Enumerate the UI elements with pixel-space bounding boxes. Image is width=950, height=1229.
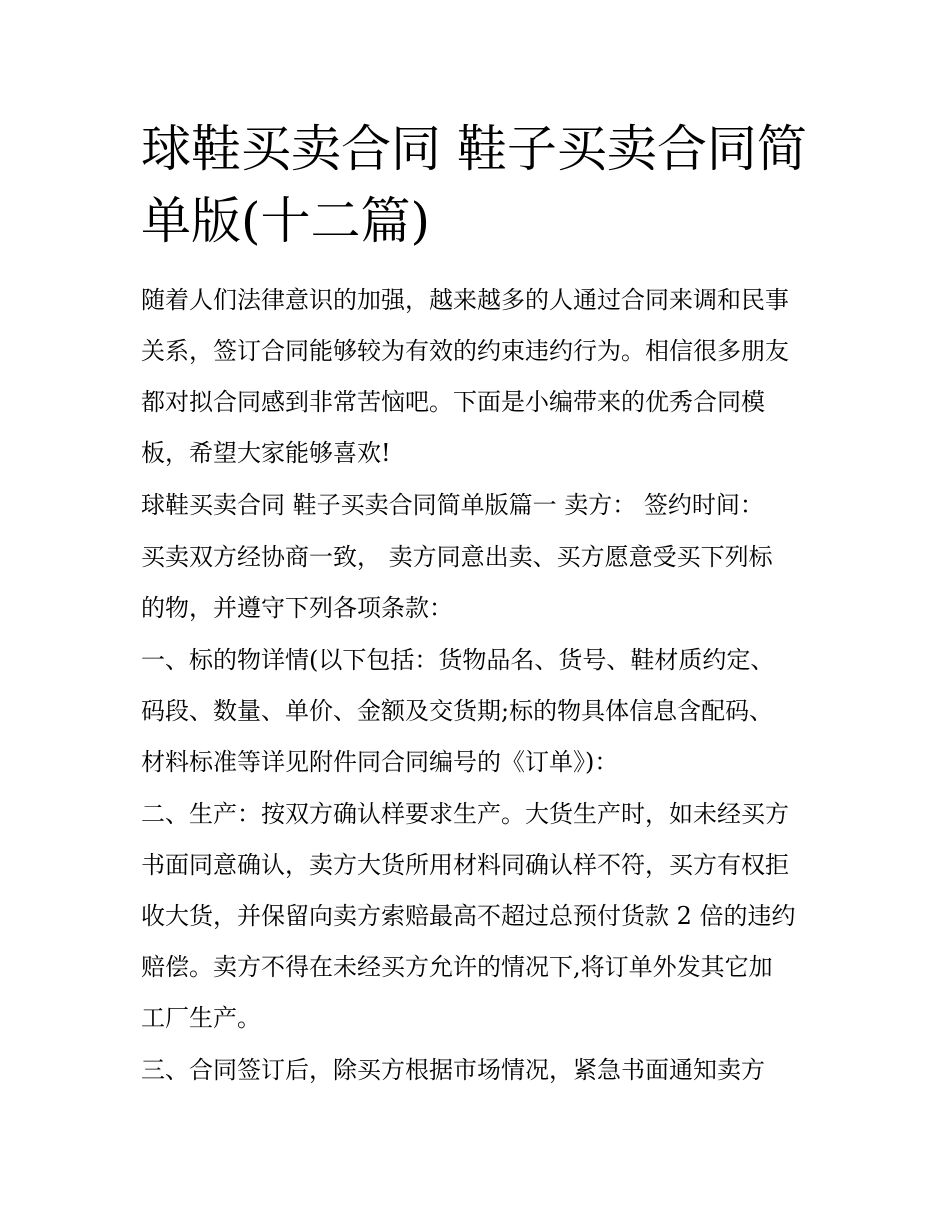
- text-line: 板，希望大家能够喜欢!: [141, 439, 391, 467]
- paragraph-clause-2: [141, 789, 816, 1044]
- paragraph-agreement: [141, 532, 816, 634]
- text-line: 都对拟合同感到非常苦恼吧。下面是小编带来的优秀合同模: [141, 388, 765, 416]
- text-line: 二、生产：按双方确认样要求生产。大货生产时，如未经买方: [141, 800, 789, 828]
- document-title: [141, 113, 831, 257]
- text-line: 收大货，并保留向卖方索赔最高不超过总预付货款 2 倍的违约: [141, 902, 796, 930]
- text-line: 赔偿。卖方不得在未经买方允许的情况下,将订单外发其它加: [141, 953, 773, 981]
- text-line: 随着人们法律意识的加强，越来越多的人通过合同来调和民事: [141, 286, 789, 314]
- text-line: 球鞋买卖合同 鞋子买卖合同简单版篇一 卖方： 签约时间：: [141, 491, 764, 519]
- text-line: 一、标的物详情(以下包括：货物品名、货号、鞋材质约定、: [141, 646, 775, 674]
- paragraph-contract-header: [141, 480, 816, 531]
- paragraph-clause-1: [141, 635, 816, 788]
- paragraph-intro: [141, 275, 816, 479]
- text-line: 三、合同签订后，除买方根据市场情况，紧急书面通知卖方: [141, 1056, 765, 1084]
- text-line: 码段、数量、单价、金额及交货期;标的物具体信息含配码、: [141, 697, 774, 725]
- text-line: 材料标准等详见附件同合同编号的《订单》)：: [141, 748, 619, 776]
- title-line-1: 球鞋买卖合同 鞋子买卖合同简: [141, 120, 807, 178]
- document-body: [141, 275, 816, 1097]
- text-line: 买卖双方经协商一致， 卖方同意出卖、买方愿意受买下列标: [141, 543, 773, 571]
- text-line: 书面同意确认，卖方大货所用材料同确认样不符，买方有权拒: [141, 851, 789, 879]
- text-line: 的物，并遵守下列各项条款：: [141, 594, 453, 622]
- title-line-2: 单版(十二篇): [141, 192, 431, 250]
- text-line: 关系，签订合同能够较为有效的约束违约行为。相信很多朋友: [141, 337, 789, 365]
- paragraph-clause-3: [141, 1045, 816, 1096]
- text-line: 工厂生产。: [141, 1004, 261, 1032]
